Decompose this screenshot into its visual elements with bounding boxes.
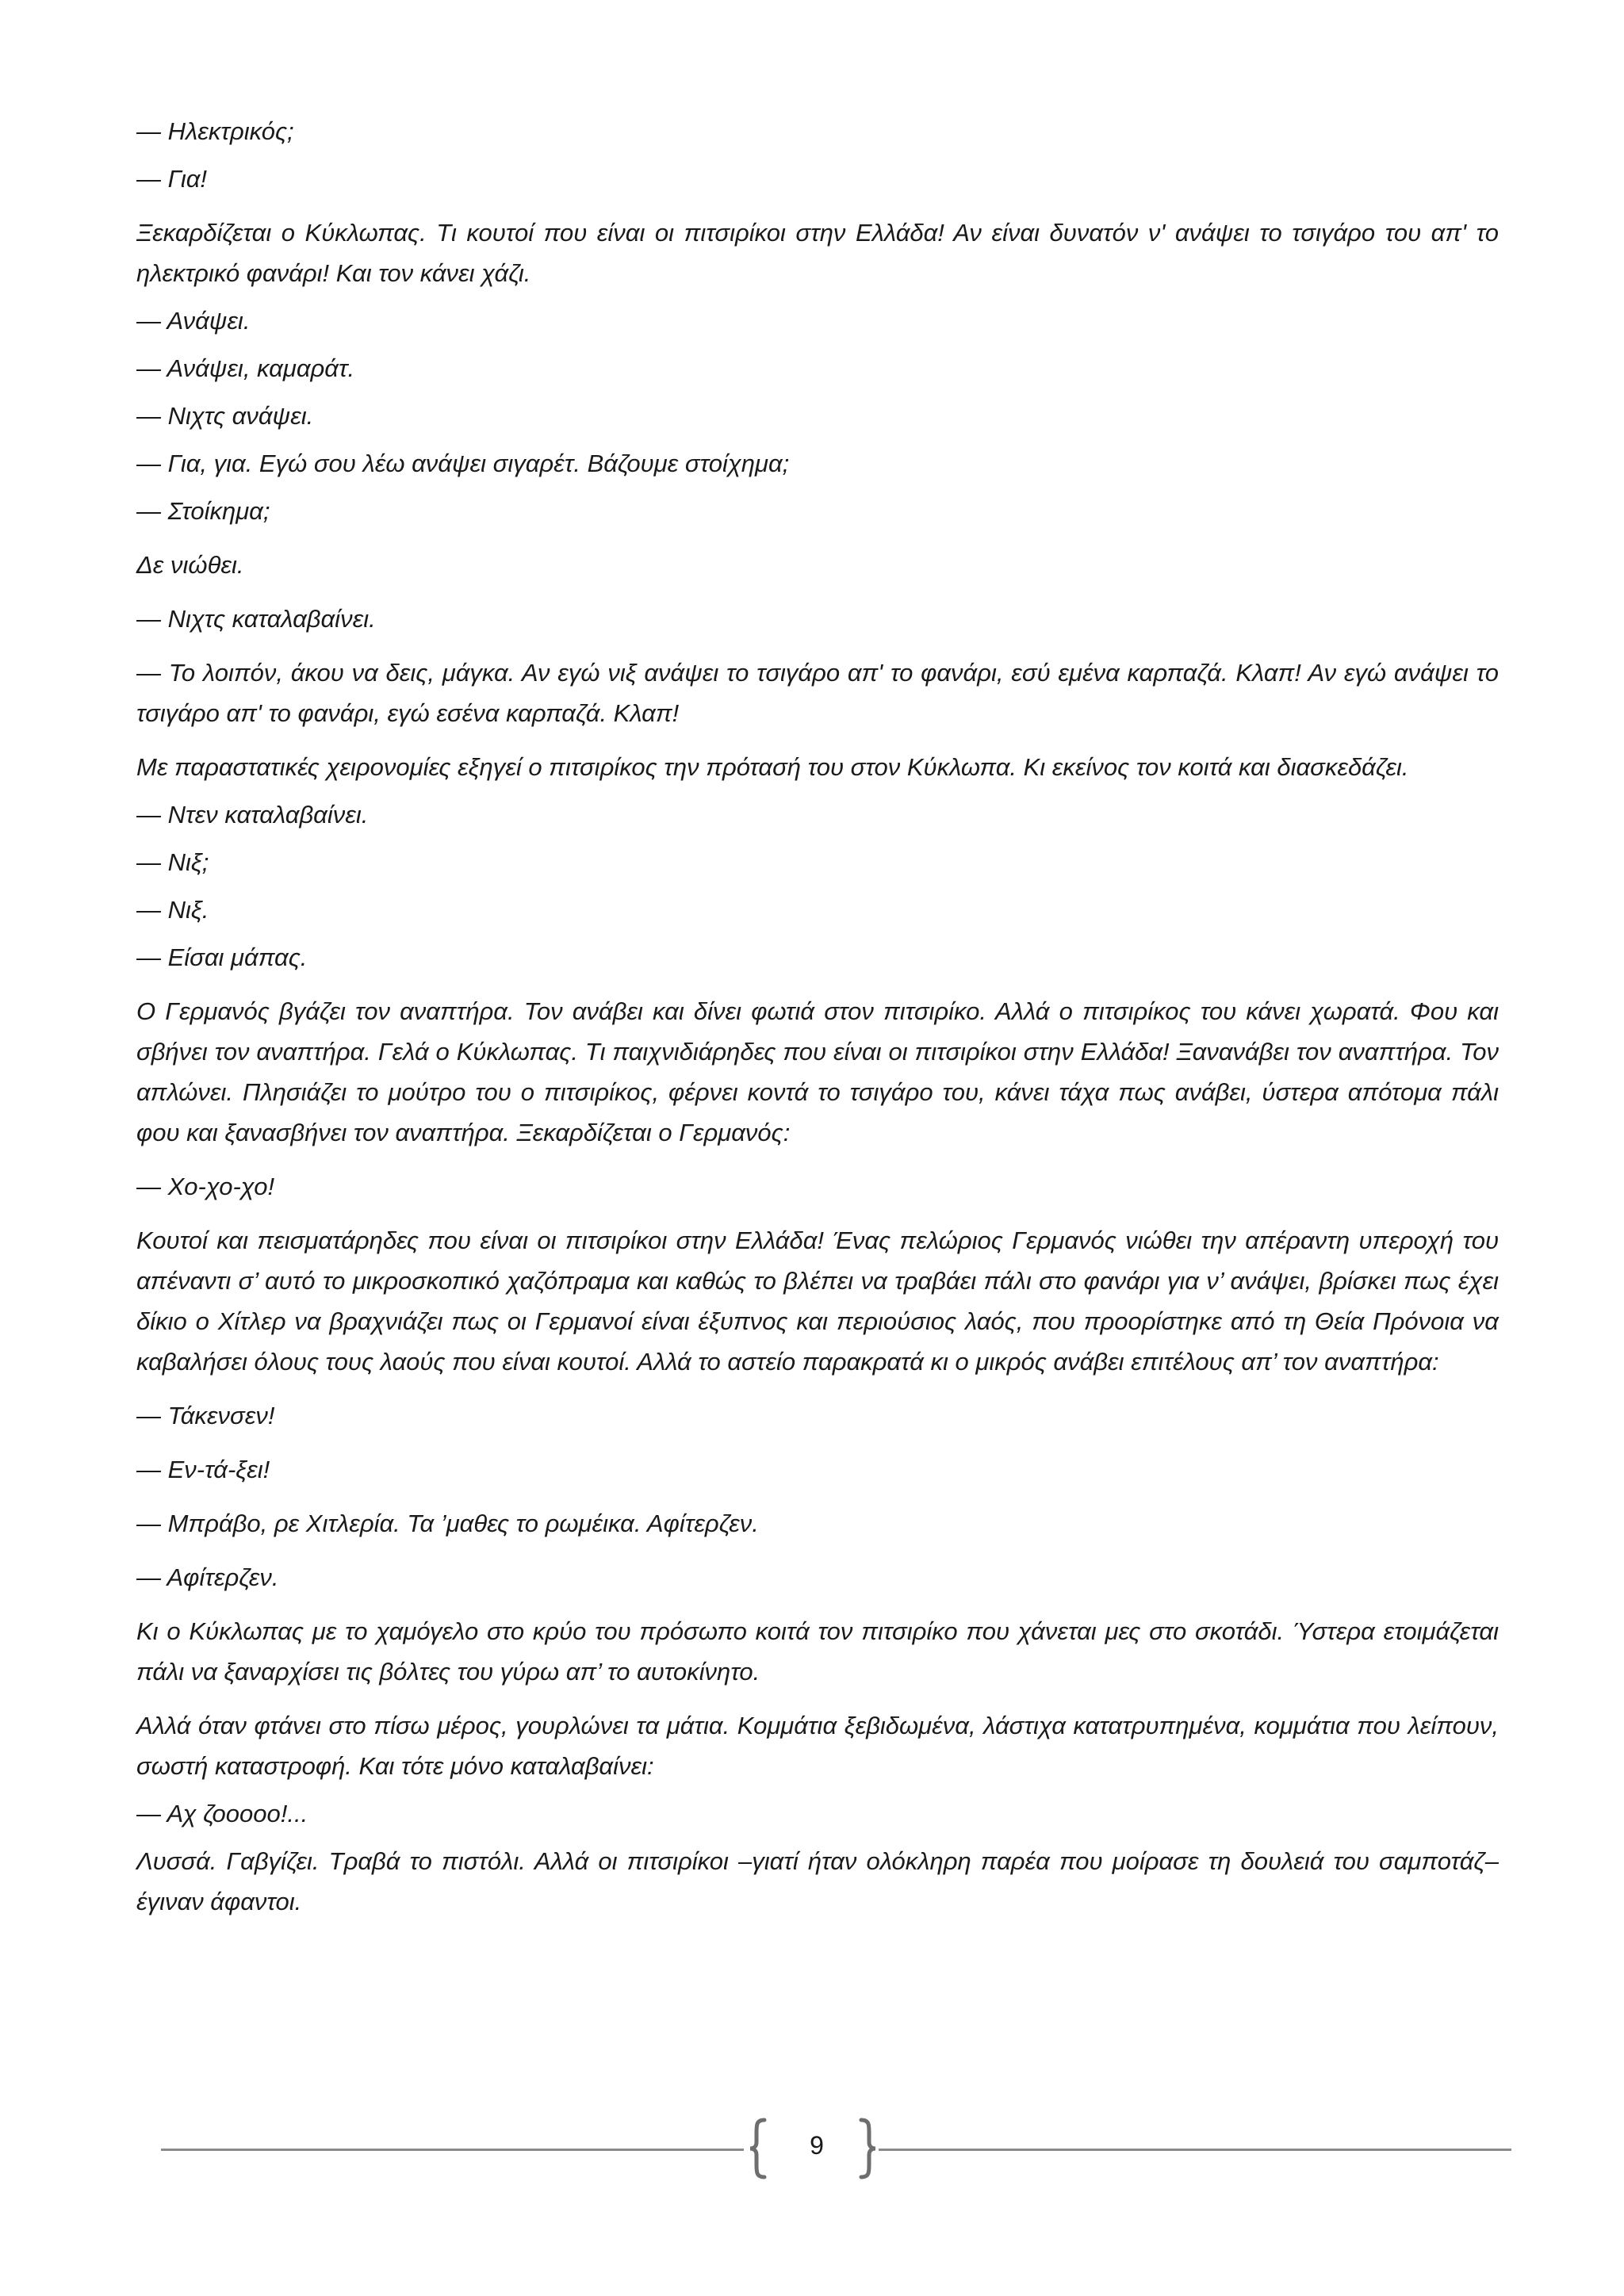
paragraph: Ο Γερμανός βγάζει τον αναπτήρα. Τον ανάβει και δίνει φωτιά στον πιτσιρίκο. Αλλά ο πιτσιρίκος του κάνει χωρατά. Φου και σβήνει τον αναπτήρα. Γελά ο Κύκλωπας. Τι παιχνιδιάρηδες που είναι οι πιτσιρίκοι στην Ελλάδα! Ξανανάβει τον αναπτήρα. Τον απλώνει. Πλησιάζει το μούτρο του ο πιτσιρίκος, φέρνει κοντά το τσιγάρο του, κάνει τάχα πως ανάβει, ύστερα απότομα πάλι φου και ξανασβήνει τον αναπτήρα. Ξεκαρδίζεται ο Γερμανός: (136, 997, 1499, 1146)
paragraph: — Αχ ζοοooo!... (136, 1800, 308, 1827)
paragraph: — Τάκενσεν! (136, 1402, 275, 1429)
paragraph: Ξεκαρδίζεται ο Κύκλωπας. Τι κουτοί που είναι οι πιτσιρίκοι στην Ελλάδα! Αν είναι δυνατόν ν' ανάψει το τσιγάρο του απ' το ηλεκτρικό φανάρι! Και τον κάνει χάζι. (136, 219, 1499, 287)
footer-rule-left (161, 2149, 744, 2151)
paragraph: — Εν-τά-ξει! (136, 1456, 270, 1483)
paragraph: — Ανάψει. (136, 307, 251, 335)
page-footer (0, 2117, 1624, 2180)
paragraph: — Ηλεκτρικός; (136, 117, 294, 145)
paragraph: — Για, για. Εγώ σου λέω ανάψει σιγαρέτ. Βάζουμε στοίχημα; (136, 450, 790, 477)
paragraph: — Στοίκημα; (136, 497, 270, 525)
paragraph: Με παραστατικές χειρονομίες εξηγεί ο πιτσιρίκος την πρότασή του στον Κύκλωπα. Κι εκείνος τον κοιτά και διασκεδάζει. (136, 753, 1409, 781)
paragraph: — Αφίτερζεν. (136, 1563, 279, 1591)
left-brace-icon (747, 2117, 769, 2180)
paragraph: Δε νιώθει. (136, 551, 244, 579)
paragraph: — Νιχτς ανάψει. (136, 402, 314, 430)
paragraph: — Για! (136, 165, 208, 193)
page-number: 9 (810, 2131, 824, 2160)
paragraph: Λυσσά. Γαβγίζει. Τραβά το πιστόλι. Αλλά οι πιτσιρίκοι –γιατί ήταν ολόκληρη παρέα που μοίρασε τη δουλειά του σαμποτάζ– έγιναν άφαντοι. (136, 1847, 1499, 1915)
paragraph: — Είσαι μάπας. (136, 943, 308, 971)
paragraph: — Χο-χο-χο! (136, 1173, 275, 1200)
footer-rule-right (879, 2149, 1511, 2151)
paragraph: — Ντεν καταλαβαίνει. (136, 801, 369, 828)
paragraph: — Νιξ; (136, 848, 209, 876)
paragraph: — Το λοιπόν, άκου να δεις, μάγκα. Αν εγώ νιξ ανάψει το τσιγάρο απ' το φανάρι, εσύ εμένα καρπαζά. Κλαπ! Αν εγώ ανάψει το τσιγάρο απ' το φανάρι, εγώ εσένα καρπαζά. Κλαπ! (136, 659, 1499, 727)
paragraph: — Νιξ. (136, 896, 209, 924)
paragraph: Κι ο Κύκλωπας με το χαμόγελο στο κρύο του πρόσωπο κοιτά τον πιτσιρίκο που χάνεται μες στο σκοτάδι. Ύστερα ετοιμάζεται πάλι να ξαναρχίσει τις βόλτες του γύρω απ’ το αυτοκίνητο. (136, 1617, 1499, 1686)
body-text (136, 111, 1499, 1922)
paragraph: — Νιχτς καταλαβαίνει. (136, 605, 376, 633)
paragraph: — Ανάψει, καμαράτ. (136, 354, 355, 382)
paragraph: — Μπράβο, ρε Χιτλερία. Τα ’μαθες το ρωμέικα. Αφίτερζεν. (136, 1510, 759, 1537)
paragraph: Αλλά όταν φτάνει στο πίσω μέρος, γουρλώνει τα μάτια. Κομμάτια ξεβιδωμένα, λάστιχα κατατρυπημένα, κομμάτια που λείπουν, σωστή καταστροφή. Και τότε μόνο καταλαβαίνει: (136, 1712, 1499, 1780)
right-brace-icon (856, 2117, 879, 2180)
paragraph: Κουτοί και πεισματάρηδες που είναι οι πιτσιρίκοι στην Ελλάδα! Ένας πελώριος Γερμανός νιώθει την απέραντη υπεροχή του απέναντι σ’ αυτό το μικροσκοπικό χαζόπραμα και καθώς το βλέπει να τραβάει πάλι στο φανάρι για ν’ ανάψει, βρίσκει πως έχει δίκιο ο Χίτλερ να βραχνιάζει πως οι Γερμανοί είναι έξυπνος και περιούσιος λαός, που προορίστηκε από τη Θεία Πρόνοια να καβαλήσει όλους τους λαούς που είναι κουτοί. Αλλά το αστείο παρακρατά κι ο μικρός ανάβει επιτέλους απ’ τον αναπτήρα: (136, 1226, 1499, 1376)
